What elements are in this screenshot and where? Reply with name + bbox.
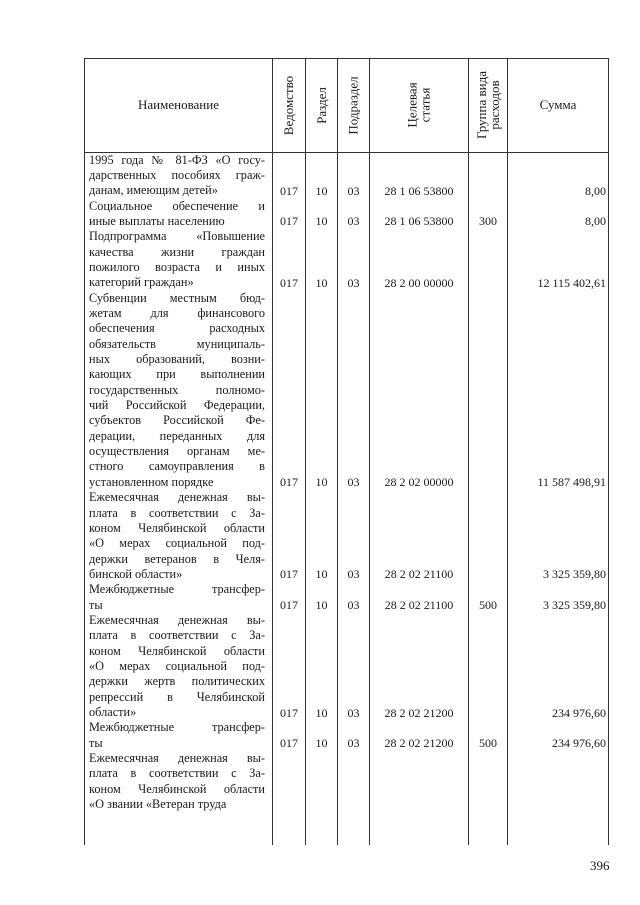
row-sum: 234 976,60: [552, 705, 606, 720]
header-expense-group-text: [475, 71, 501, 139]
header-expense-group: [469, 58, 507, 152]
row-sum: 8,00: [585, 183, 606, 198]
header-department: [273, 58, 305, 152]
row-subsection: 03: [347, 567, 360, 582]
row-subsection: 03: [347, 183, 360, 198]
header-subsection: [338, 58, 369, 152]
row-name: [89, 199, 265, 230]
row-department: 017: [280, 567, 298, 582]
row-name-line: Межбюджетные трансфер-: [89, 720, 265, 735]
row-sum: 11 587 498,91: [537, 475, 606, 490]
row-section: 10: [315, 183, 328, 198]
row-name-line: дерации, переданных для: [89, 428, 265, 443]
row-sum: 12 115 402,61: [537, 275, 606, 290]
grid-line: [369, 58, 370, 845]
row-name-line: дарственных пособиях граж-: [89, 167, 265, 182]
row-name-line: Субвенции местным бюд-: [89, 290, 265, 305]
row-sum: 234 976,60: [552, 736, 606, 751]
row-name-line: пожилого возраста и иных: [89, 259, 265, 274]
row-name-line: иные выплаты населению: [89, 213, 225, 228]
row-name-line: плата в соответствии с За-: [89, 766, 265, 781]
header-section: [306, 58, 337, 152]
row-name-line: ты: [89, 597, 103, 612]
row-sum: 3 325 359,80: [543, 567, 606, 582]
row-name-line: осуществления органам ме-: [89, 444, 265, 459]
row-name-line: коном Челябинской области: [89, 520, 265, 535]
row-section: 10: [315, 736, 328, 751]
row-name: [89, 613, 265, 720]
row-subsection: 03: [347, 705, 360, 720]
row-target: 28 1 06 53800: [384, 214, 454, 229]
row-name-line: ных образований, возни-: [89, 352, 265, 367]
row-name-line: Ежемесячная денежная вы-: [89, 613, 265, 627]
row-sum: 3 325 359,80: [543, 598, 606, 613]
row-name-line: качества жизни граждан: [89, 244, 265, 259]
row-expense-group: 500: [479, 736, 497, 751]
row-name-line: бинской области»: [89, 566, 183, 581]
header-expense-group-line-2: расходов: [487, 80, 503, 130]
grid-line: [468, 58, 469, 845]
row-name-line: Межбюджетные трансфер-: [89, 582, 265, 597]
row-subsection: 03: [347, 214, 360, 229]
grid-line: [272, 58, 273, 845]
row-name: [89, 291, 265, 490]
row-subsection: 03: [347, 598, 360, 613]
row-target: 28 2 02 21200: [384, 705, 454, 720]
header-section-text: Раздел: [314, 86, 329, 124]
row-name-line: данам, имеющим детей»: [89, 183, 218, 198]
header-sum-text: Сумма: [539, 97, 577, 112]
row-name: [89, 751, 265, 812]
row-name-line: плата в соответствии с За-: [89, 505, 265, 520]
row-name-line: ты: [89, 735, 103, 750]
row-name-line: субъектов Российской Фе-: [89, 413, 265, 428]
row-name-line: жетам для финансового: [89, 305, 265, 320]
row-name-line: «О мерах социальной под-: [89, 659, 265, 674]
header-target-article: [370, 58, 468, 152]
row-target: 28 1 06 53800: [384, 183, 454, 198]
grid-line: [305, 58, 306, 845]
row-name: [89, 490, 265, 582]
row-name-line: плата в соответствии с За-: [89, 628, 265, 643]
page-number: 396: [590, 858, 610, 873]
row-subsection: 03: [347, 275, 360, 290]
row-target: 28 2 00 00000: [384, 275, 454, 290]
row-name-line: Социальное обеспечение и: [89, 198, 265, 213]
row-subsection: 03: [347, 475, 360, 490]
row-department: 017: [280, 598, 298, 613]
row-name-line: держки жертв политических: [89, 674, 265, 689]
grid-line: [507, 58, 508, 845]
row-name-line: Подпрограмма «Повышение: [89, 229, 265, 244]
row-name-line: 1995 года № 81-ФЗ «О госу-: [89, 152, 265, 167]
row-expense-group: 500: [479, 598, 497, 613]
row-section: 10: [315, 275, 328, 290]
row-subsection: 03: [347, 736, 360, 751]
row-name-line: обязательств муниципаль-: [89, 336, 265, 351]
row-section: 10: [315, 214, 328, 229]
row-name-line: категорий граждан»: [89, 275, 194, 290]
header-subsection-text: Подраздел: [346, 75, 362, 135]
grid-line: [84, 58, 85, 845]
row-department: 017: [280, 705, 298, 720]
row-department: 017: [280, 736, 298, 751]
row-target: 28 2 02 00000: [384, 475, 454, 490]
row-name-line: чий Российской Федерации,: [89, 398, 265, 413]
row-name-line: коном Челябинской области: [89, 643, 265, 658]
row-department: 017: [280, 183, 298, 198]
row-name-line: государственных полномо-: [89, 382, 265, 397]
header-target-article-line-2: статья: [417, 87, 433, 123]
row-name: [89, 153, 265, 199]
row-section: 10: [315, 705, 328, 720]
row-name-line: кающих при выполнении: [89, 367, 265, 382]
row-target: 28 2 02 21200: [384, 736, 454, 751]
row-name-line: обеспечения расходных: [89, 321, 265, 336]
row-name-line: коном Челябинской области: [89, 781, 265, 796]
row-name-line: Ежемесячная денежная вы-: [89, 490, 265, 505]
row-name-line: «О звании «Ветеран труда: [89, 797, 227, 812]
grid-line: [608, 58, 609, 845]
header-sum: [508, 58, 608, 152]
header-name-text: Наименование: [138, 97, 219, 112]
row-section: 10: [315, 567, 328, 582]
row-department: 017: [280, 214, 298, 229]
row-name: [89, 582, 265, 613]
row-name: [89, 229, 265, 290]
row-target: 28 2 02 21100: [384, 567, 454, 582]
row-expense-group: 300: [479, 214, 497, 229]
header-department-text: Ведомство: [281, 75, 297, 135]
row-name-line: установленном порядке: [89, 474, 214, 489]
row-department: 017: [280, 275, 298, 290]
header-name: [85, 58, 272, 152]
row-target: 28 2 02 21100: [384, 598, 454, 613]
row-name-line: стного самоуправления в: [89, 459, 265, 474]
row-section: 10: [315, 475, 328, 490]
header-target-article-line-1: Целевая: [404, 82, 420, 128]
row-name-line: области»: [89, 705, 137, 720]
grid-line: [337, 58, 338, 845]
row-name-line: Ежемесячная денежная вы-: [89, 751, 265, 766]
row-section: 10: [315, 598, 328, 613]
row-department: 017: [280, 475, 298, 490]
row-name-line: репрессий в Челябинской: [89, 689, 265, 704]
row-name-line: «О мерах социальной под-: [89, 536, 265, 551]
header-expense-group-line-1: Группа вида: [474, 71, 490, 139]
row-name: [89, 720, 265, 751]
header-target-article-text: [406, 82, 432, 127]
row-sum: 8,00: [585, 214, 606, 229]
row-name-line: держки ветеранов в Челя-: [89, 551, 265, 566]
